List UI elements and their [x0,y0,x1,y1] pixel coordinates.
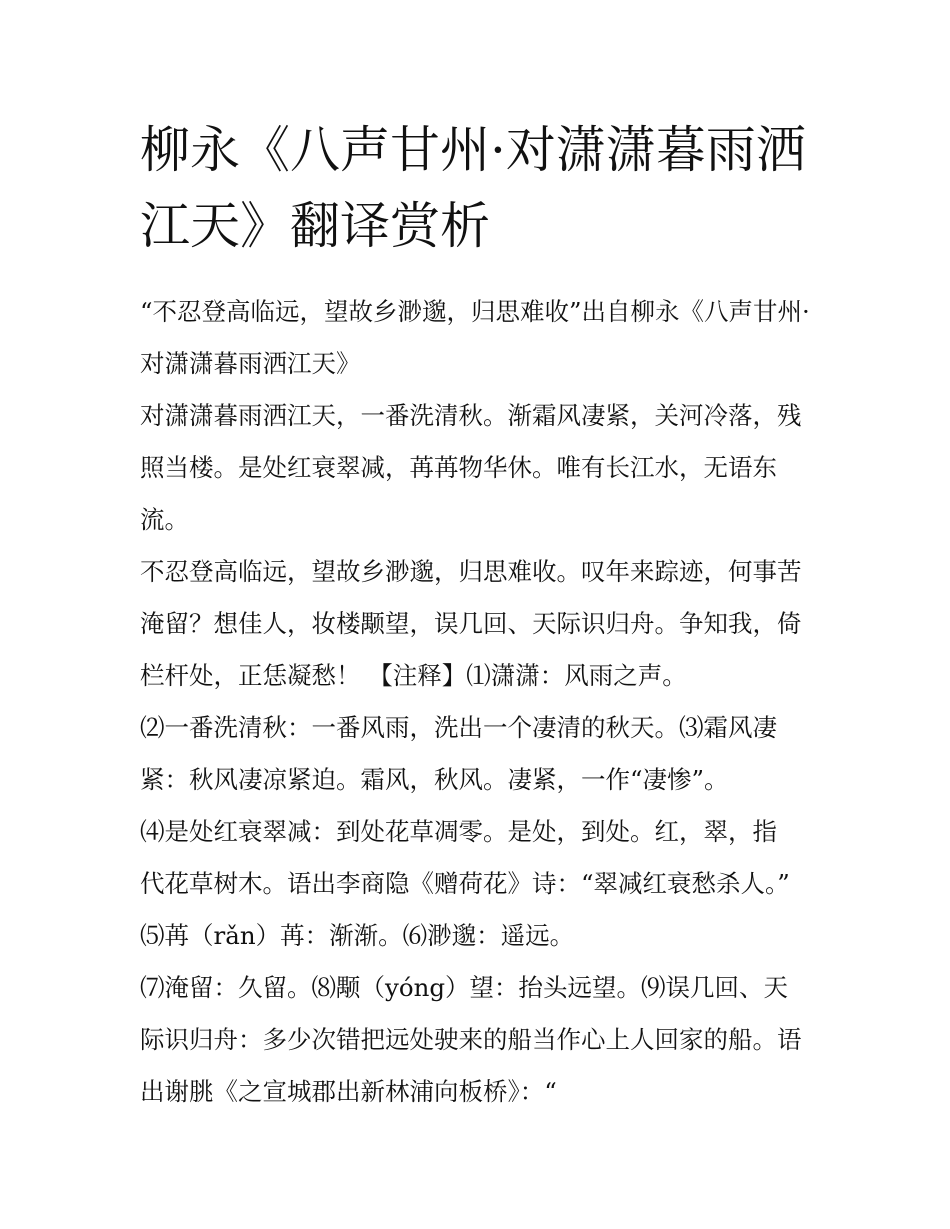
poem-line: 照当楼。是处红衰翠减，苒苒物华休。唯有长江水，无语东 [140,453,777,482]
poem-line: 不忍登高临远，望故乡渺邈，归思难收。叹年来踪迹，何事苦 [140,557,802,586]
poem-line: 流。 [140,505,189,534]
quote-intro-line: 对潇潇暮雨洒江天》 [140,349,361,378]
title-line: 江天》翻译赏析 [140,197,490,255]
document-body [140,286,815,1118]
poem-line: 淹留？想佳人，妆楼颙望，误几回、天际识归舟。争知我，倚 [140,609,802,638]
quote-intro-line: “不忍登高临远，望故乡渺邈，归思难收”出自柳永《八声甘州· [140,297,810,326]
poem-line: 对潇潇暮雨洒江天，一番洗清秋。渐霜风凄紧，关河冷落，残 [140,401,802,430]
document-title [140,112,815,264]
annotation-line: 代花草树木。语出李商隐《赠荷花》诗：“翠减红衰愁杀人。” [140,869,790,898]
annotation-line: ⑸苒（rǎn）苒：渐渐。⑹渺邈：遥远。 [140,921,575,950]
annotation-line: 栏杆处，正恁凝愁！ 【注释】⑴潇潇：风雨之声。 [140,661,687,690]
document-page [140,112,815,1118]
annotation-line: 际识归舟：多少次错把远处驶来的船当作心上人回家的船。语 [140,1025,802,1054]
annotation-line: 出谢朓《之宣城郡出新林浦向板桥》：“ [140,1077,557,1106]
annotation-line: ⑷是处红衰翠减：到处花草凋零。是处，到处。红，翠，指 [140,817,777,846]
annotation-line: ⑵一番洗清秋：一番风雨，洗出一个凄清的秋天。⑶霜风凄 [140,713,777,742]
annotation-line: 紧：秋风凄凉紧迫。霜风，秋风。凄紧，一作“凄惨”。 [140,765,729,794]
title-line: 柳永《八声甘州·对潇潇暮雨洒 [140,121,806,179]
annotation-line: ⑺淹留：久留。⑻颙（yóng）望：抬头远望。⑼误几回、天 [140,973,789,1002]
